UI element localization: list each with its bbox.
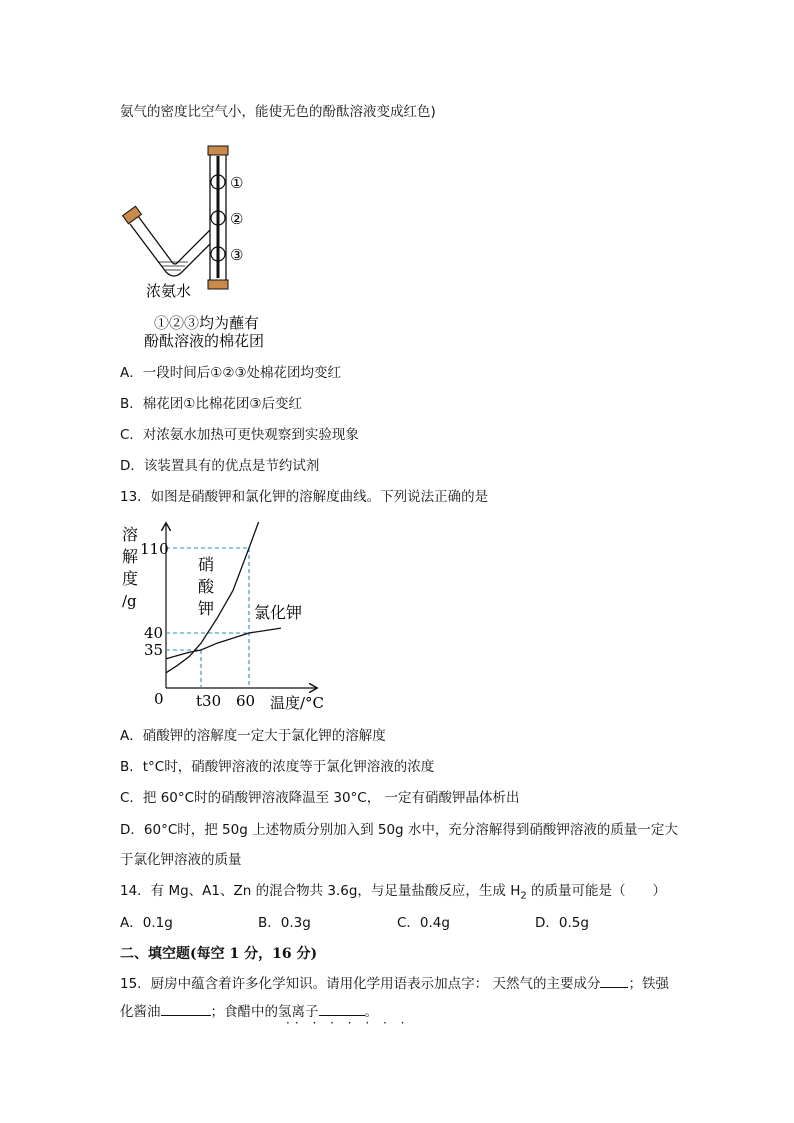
origin-label: 0 xyxy=(154,690,164,708)
knO3-char-2: 酸 xyxy=(198,577,215,596)
q14-stem-b: 的质量可能是（ ） xyxy=(526,883,667,899)
q14-option-a: A．0.1g xyxy=(120,915,173,931)
q14-option-c: C．0.4g xyxy=(397,915,450,931)
ylabel-char-3: 度 xyxy=(122,569,139,588)
q14-option-b: B．0.3g xyxy=(258,915,311,931)
bottom-stopper-icon xyxy=(208,280,228,289)
q12-option-b: B．棉花团①比棉花团③后变红 xyxy=(120,396,302,412)
y-tick-40: 40 xyxy=(144,624,164,642)
q14-stem-a: 14．有 Mg、A1、Zn 的混合物共 3.6g，与足量盐酸反应，生成 H xyxy=(120,883,521,899)
q14-option-d: D．0.5g xyxy=(535,915,589,931)
q15-blank-2[interactable] xyxy=(161,1001,211,1016)
emphasis-dots: ·· · · · · · · xyxy=(286,1016,410,1030)
caption-line2: 酚酞溶液的棉花团 xyxy=(144,332,265,350)
top-stopper-icon xyxy=(208,146,228,155)
q15-part3: 化酱油 xyxy=(120,1004,161,1020)
q13-option-b: B．t°C时，硝酸钾溶液的浓度等于氯化钾溶液的浓度 xyxy=(120,759,435,775)
q14-stem xyxy=(120,881,666,907)
ammonia-label: 浓氨水 xyxy=(146,282,192,300)
q13-option-c: C．把 60°C时的硝酸钾溶液降温至 30°C， 一定有硝酸钾晶体析出 xyxy=(120,790,520,806)
x-tick-t: t30 xyxy=(196,692,222,710)
kcl-label: 氯化钾 xyxy=(254,603,303,622)
y-tick-110: 110 xyxy=(140,540,169,558)
intro-text: 氨气的密度比空气小，能使无色的酚酞溶液变成红色) xyxy=(120,104,436,120)
q15-blank-3[interactable] xyxy=(319,1001,365,1016)
q15-part5: 。 xyxy=(364,1004,378,1020)
section2-title: 二、填空题(每空 1 分，16 分) xyxy=(120,946,318,962)
q15-blank-1[interactable] xyxy=(600,973,628,988)
q15-part2: ；铁强 xyxy=(628,976,669,992)
left-stopper-icon xyxy=(123,206,142,223)
q13-option-d-cont: 于氯化钾溶液的质量 xyxy=(120,852,242,868)
y-tick-35: 35 xyxy=(144,641,164,659)
v-tube xyxy=(130,216,210,276)
ylabel-char-1: 溶 xyxy=(122,525,139,544)
mark-1: ① xyxy=(230,174,244,192)
q15-part4: ；食醋中的氢离子 xyxy=(210,1004,319,1020)
q13-stem: 13．如图是硝酸钾和氯化钾的溶解度曲线。下列说法正确的是 xyxy=(120,489,489,505)
mark-3: ③ xyxy=(230,246,244,264)
q15-line1 xyxy=(120,973,669,994)
apparatus-diagram xyxy=(118,140,278,350)
q12-option-a: A．一段时间后①②③处棉花团均变红 xyxy=(120,365,342,381)
knO3-char-1: 硝 xyxy=(198,555,215,574)
knO3-char-3: 钾 xyxy=(198,599,215,618)
vertical-tube xyxy=(210,152,226,282)
solubility-chart xyxy=(118,518,348,718)
mark-2: ② xyxy=(230,210,244,228)
ylabel-char-2: 解 xyxy=(122,547,139,566)
xlabel: 温度/°C xyxy=(270,694,325,712)
q13-option-d: D．60°C时，把 50g 上述物质分别加入到 50g 水中，充分溶解得到硝酸钾溶液的质量一定大 xyxy=(120,822,678,838)
ylabel-char-4: /g xyxy=(122,592,137,610)
series-line-kno3 xyxy=(166,522,259,673)
x-tick-60: 60 xyxy=(236,692,256,710)
q13-option-a: A．硝酸钾的溶解度一定大于氯化钾的溶解度 xyxy=(120,728,386,744)
q15-part1: 15．厨房中蕴含着许多化学知识。请用化学用语表示加点字： 天然气的主要成分 xyxy=(120,976,601,992)
caption-line1: ①②③均为蘸有 xyxy=(154,314,260,332)
q12-option-c: C．对浓氨水加热可更快观察到实验现象 xyxy=(120,427,359,443)
q14-stem-sub: 2 xyxy=(520,890,527,902)
q12-option-d: D．该装置具有的优点是节约试剂 xyxy=(120,458,320,474)
